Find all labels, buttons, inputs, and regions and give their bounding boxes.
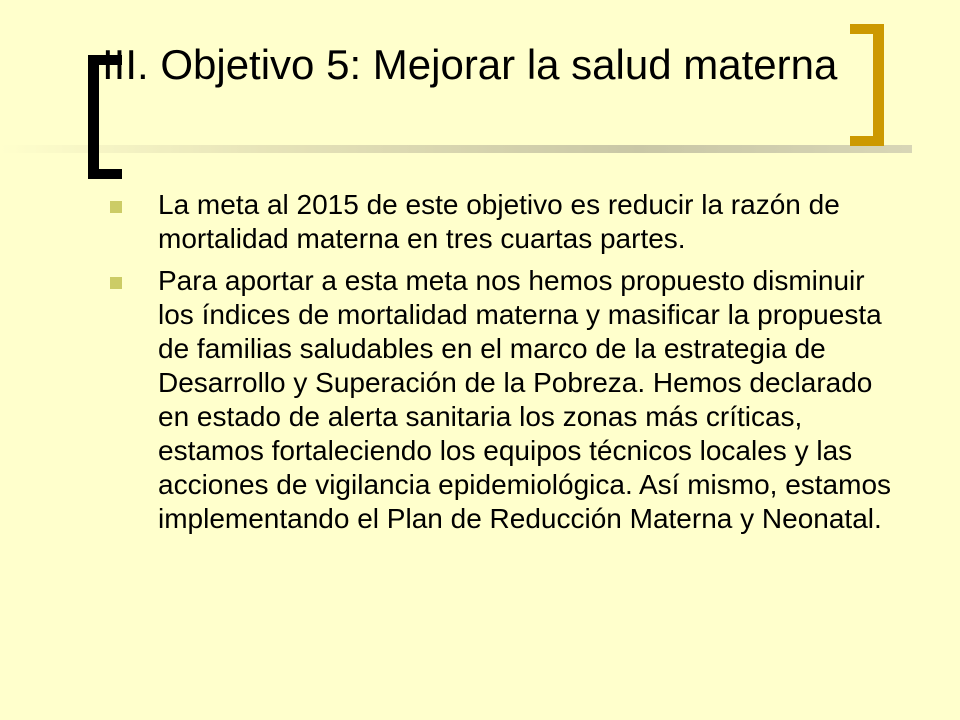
bullet-list <box>108 188 898 544</box>
right-bracket-decoration <box>873 24 884 146</box>
square-bullet-icon <box>110 201 122 213</box>
bullet-item <box>108 188 898 256</box>
bullet-item <box>108 264 898 536</box>
square-bullet-icon <box>110 277 122 289</box>
right-bracket-bottom-decoration <box>850 136 884 146</box>
bullet-text: Para aportar a esta meta nos hemos propuesto disminuir los índices de mortalidad materna y masificar la propuesta de familias saludables en el marco de la estrategia de Desarrollo y Superación de la Pobreza. Hemos declarado en estado de alerta sanitaria los zonas más críticas, estamos fortaleciendo los equipos técnicos locales y las acciones de vigilancia epidemiológica. Así mismo, estamos implementando el Plan de Reducción Materna y Neonatal. <box>158 265 892 534</box>
left-bracket-bottom-decoration <box>88 169 122 179</box>
bullet-text: La meta al 2015 de este objetivo es reducir la razón de mortalidad materna en tres cuartas partes. <box>158 189 840 254</box>
slide-title: III. Objetivo 5: Mejorar la salud materna <box>102 41 838 88</box>
left-bracket-decoration <box>88 55 99 179</box>
title-divider <box>0 145 912 153</box>
right-bracket-top-decoration <box>850 24 884 34</box>
